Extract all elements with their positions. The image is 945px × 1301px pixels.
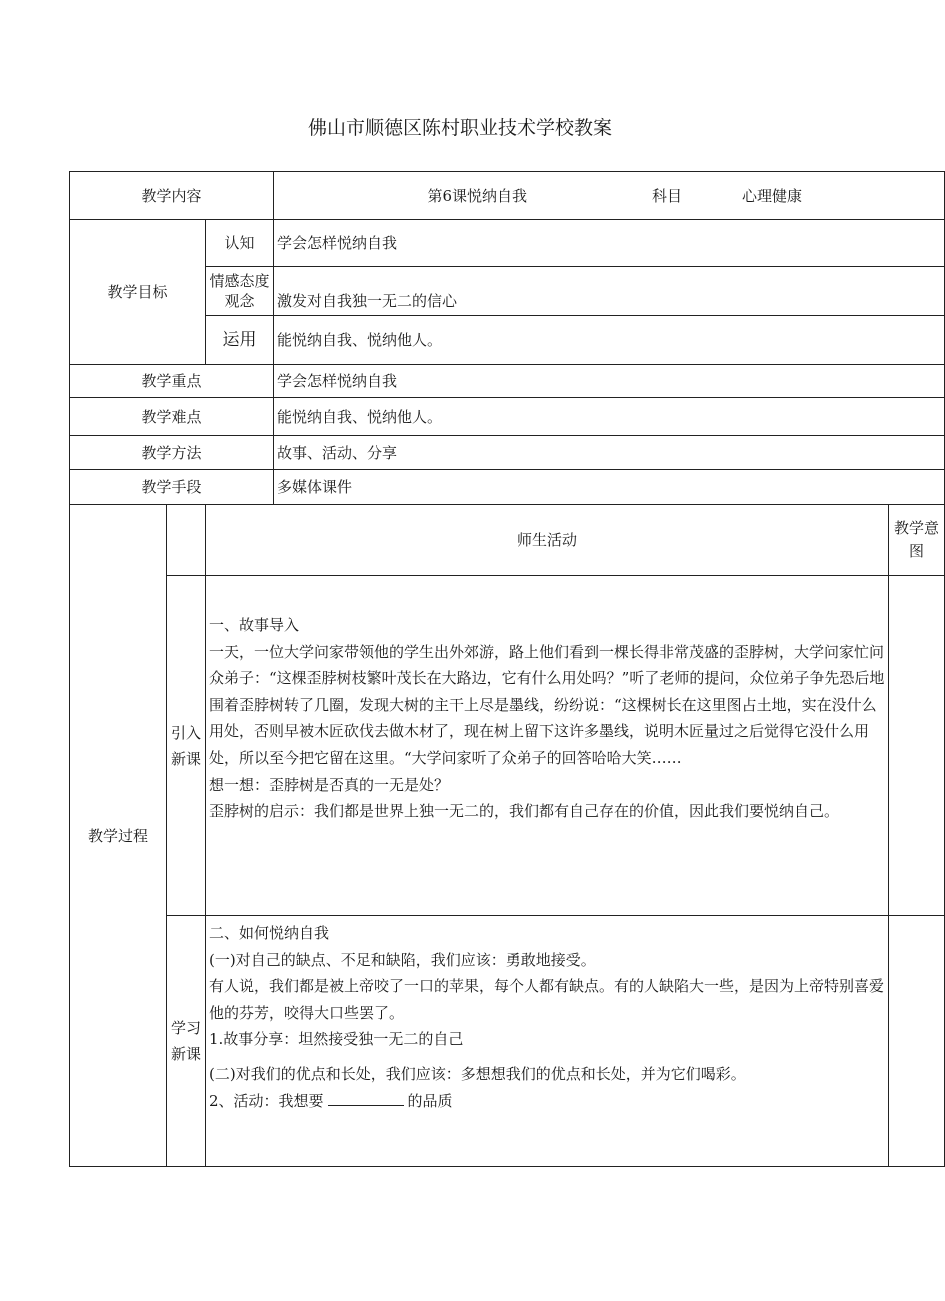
activity-suffix: 的品质 xyxy=(407,1091,453,1110)
stage-header-blank xyxy=(167,505,206,576)
objective-text: 学会怎样悦纳自我 xyxy=(274,220,945,267)
activity-header: 师生活动 xyxy=(206,505,889,576)
point-one: (一)对自己的缺点、不足和缺陷，我们应该：勇敢地接受。 xyxy=(209,950,596,969)
point-two: (二)对我们的优点和长处，我们应该：多想想我们的优点和长处，并为它们喝彩。 xyxy=(209,1064,746,1083)
activity-prefix: 2、活动：我想要 xyxy=(209,1091,324,1110)
header-info xyxy=(274,172,945,220)
row-label: 教学方法 xyxy=(70,436,274,470)
info-row xyxy=(70,398,945,436)
question-line: 想一想：歪脖树是否真的一无是处？ xyxy=(209,775,450,794)
objectives-label: 教学目标 xyxy=(70,220,206,365)
subject-label: 科目 xyxy=(652,186,683,205)
intent-header: 教学意图 xyxy=(889,505,945,576)
objective-row xyxy=(70,220,945,267)
row-label: 教学难点 xyxy=(70,398,274,436)
subject-value: 心理健康 xyxy=(742,186,803,205)
content-label: 教学内容 xyxy=(70,172,274,220)
stage-row xyxy=(70,576,945,916)
header-row xyxy=(70,172,945,220)
info-row xyxy=(70,436,945,470)
row-label: 教学手段 xyxy=(70,470,274,505)
section-heading: 二、如何悦纳自我 xyxy=(209,924,330,942)
stage-row xyxy=(70,916,945,1167)
apple-paragraph: 有人说，我们都是被上帝咬了一口的苹果，每个人都有缺点。有的人缺陷大一些，是因为上帝特别喜爱他的芬芳，咬得大口些罢了。 xyxy=(209,977,885,1022)
insight-paragraph: 歪脖树的启示：我们都是世界上独一无二的，我们都有自己存在的价值，因此我们要悦纳自己。 xyxy=(209,802,840,821)
objective-type: 运用 xyxy=(206,316,274,365)
lesson-plan-table xyxy=(69,171,945,1167)
stage-content xyxy=(206,916,889,1167)
row-label: 教学重点 xyxy=(70,365,274,398)
row-text: 学会怎样悦纳自我 xyxy=(274,365,945,398)
info-row xyxy=(70,365,945,398)
process-label: 教学过程 xyxy=(70,505,167,1167)
fill-blank xyxy=(328,1091,404,1106)
stage-content xyxy=(206,576,889,916)
objective-text: 激发对自我独一无二的信心 xyxy=(274,267,945,316)
activity-line xyxy=(209,1088,885,1115)
lesson-title: 第6课悦纳自我 xyxy=(427,186,528,205)
objective-type: 情感态度观念 xyxy=(206,267,274,316)
section-heading: 一、故事导入 xyxy=(209,616,300,634)
stage-label: 学习新课 xyxy=(167,916,206,1167)
page-title: 佛山市顺德区陈村职业技术学校教案 xyxy=(307,117,612,139)
process-header-row xyxy=(70,505,945,576)
row-text: 能悦纳自我、悦纳他人。 xyxy=(274,398,945,436)
story-paragraph: 一天，一位大学问家带领他的学生出外郊游，路上他们看到一棵长得非常茂盛的歪脖树，大学问家忙问众弟子：“这棵歪脖树枝繁叶茂长在大路边，它有什么用处吗？”听了老师的提问，众位弟子争先恐后地围着歪脖树转了几圈，发现大树的主干上尽是墨线，纷纷说：“这棵树长在这里图占土地，实在没什么用处，否则早被木匠砍伐去做木材了，现在树上留下这许多墨线，说明木匠量过之后觉得它没什么用处，所以至今把它留在这里。“大学问家听了众弟子的回答哈哈大笑…… xyxy=(209,642,885,767)
objective-text: 能悦纳自我、悦纳他人。 xyxy=(274,316,945,365)
stage-intent xyxy=(889,576,945,916)
info-row xyxy=(70,470,945,505)
row-text: 故事、活动、分享 xyxy=(274,436,945,470)
objective-type: 认知 xyxy=(206,220,274,267)
spacer xyxy=(209,1053,885,1061)
story-share-line: 1.故事分享：坦然接受独一无二的自己 xyxy=(209,1030,464,1049)
stage-label: 引入新课 xyxy=(167,576,206,916)
stage-intent xyxy=(889,916,945,1167)
row-text: 多媒体课件 xyxy=(274,470,945,505)
